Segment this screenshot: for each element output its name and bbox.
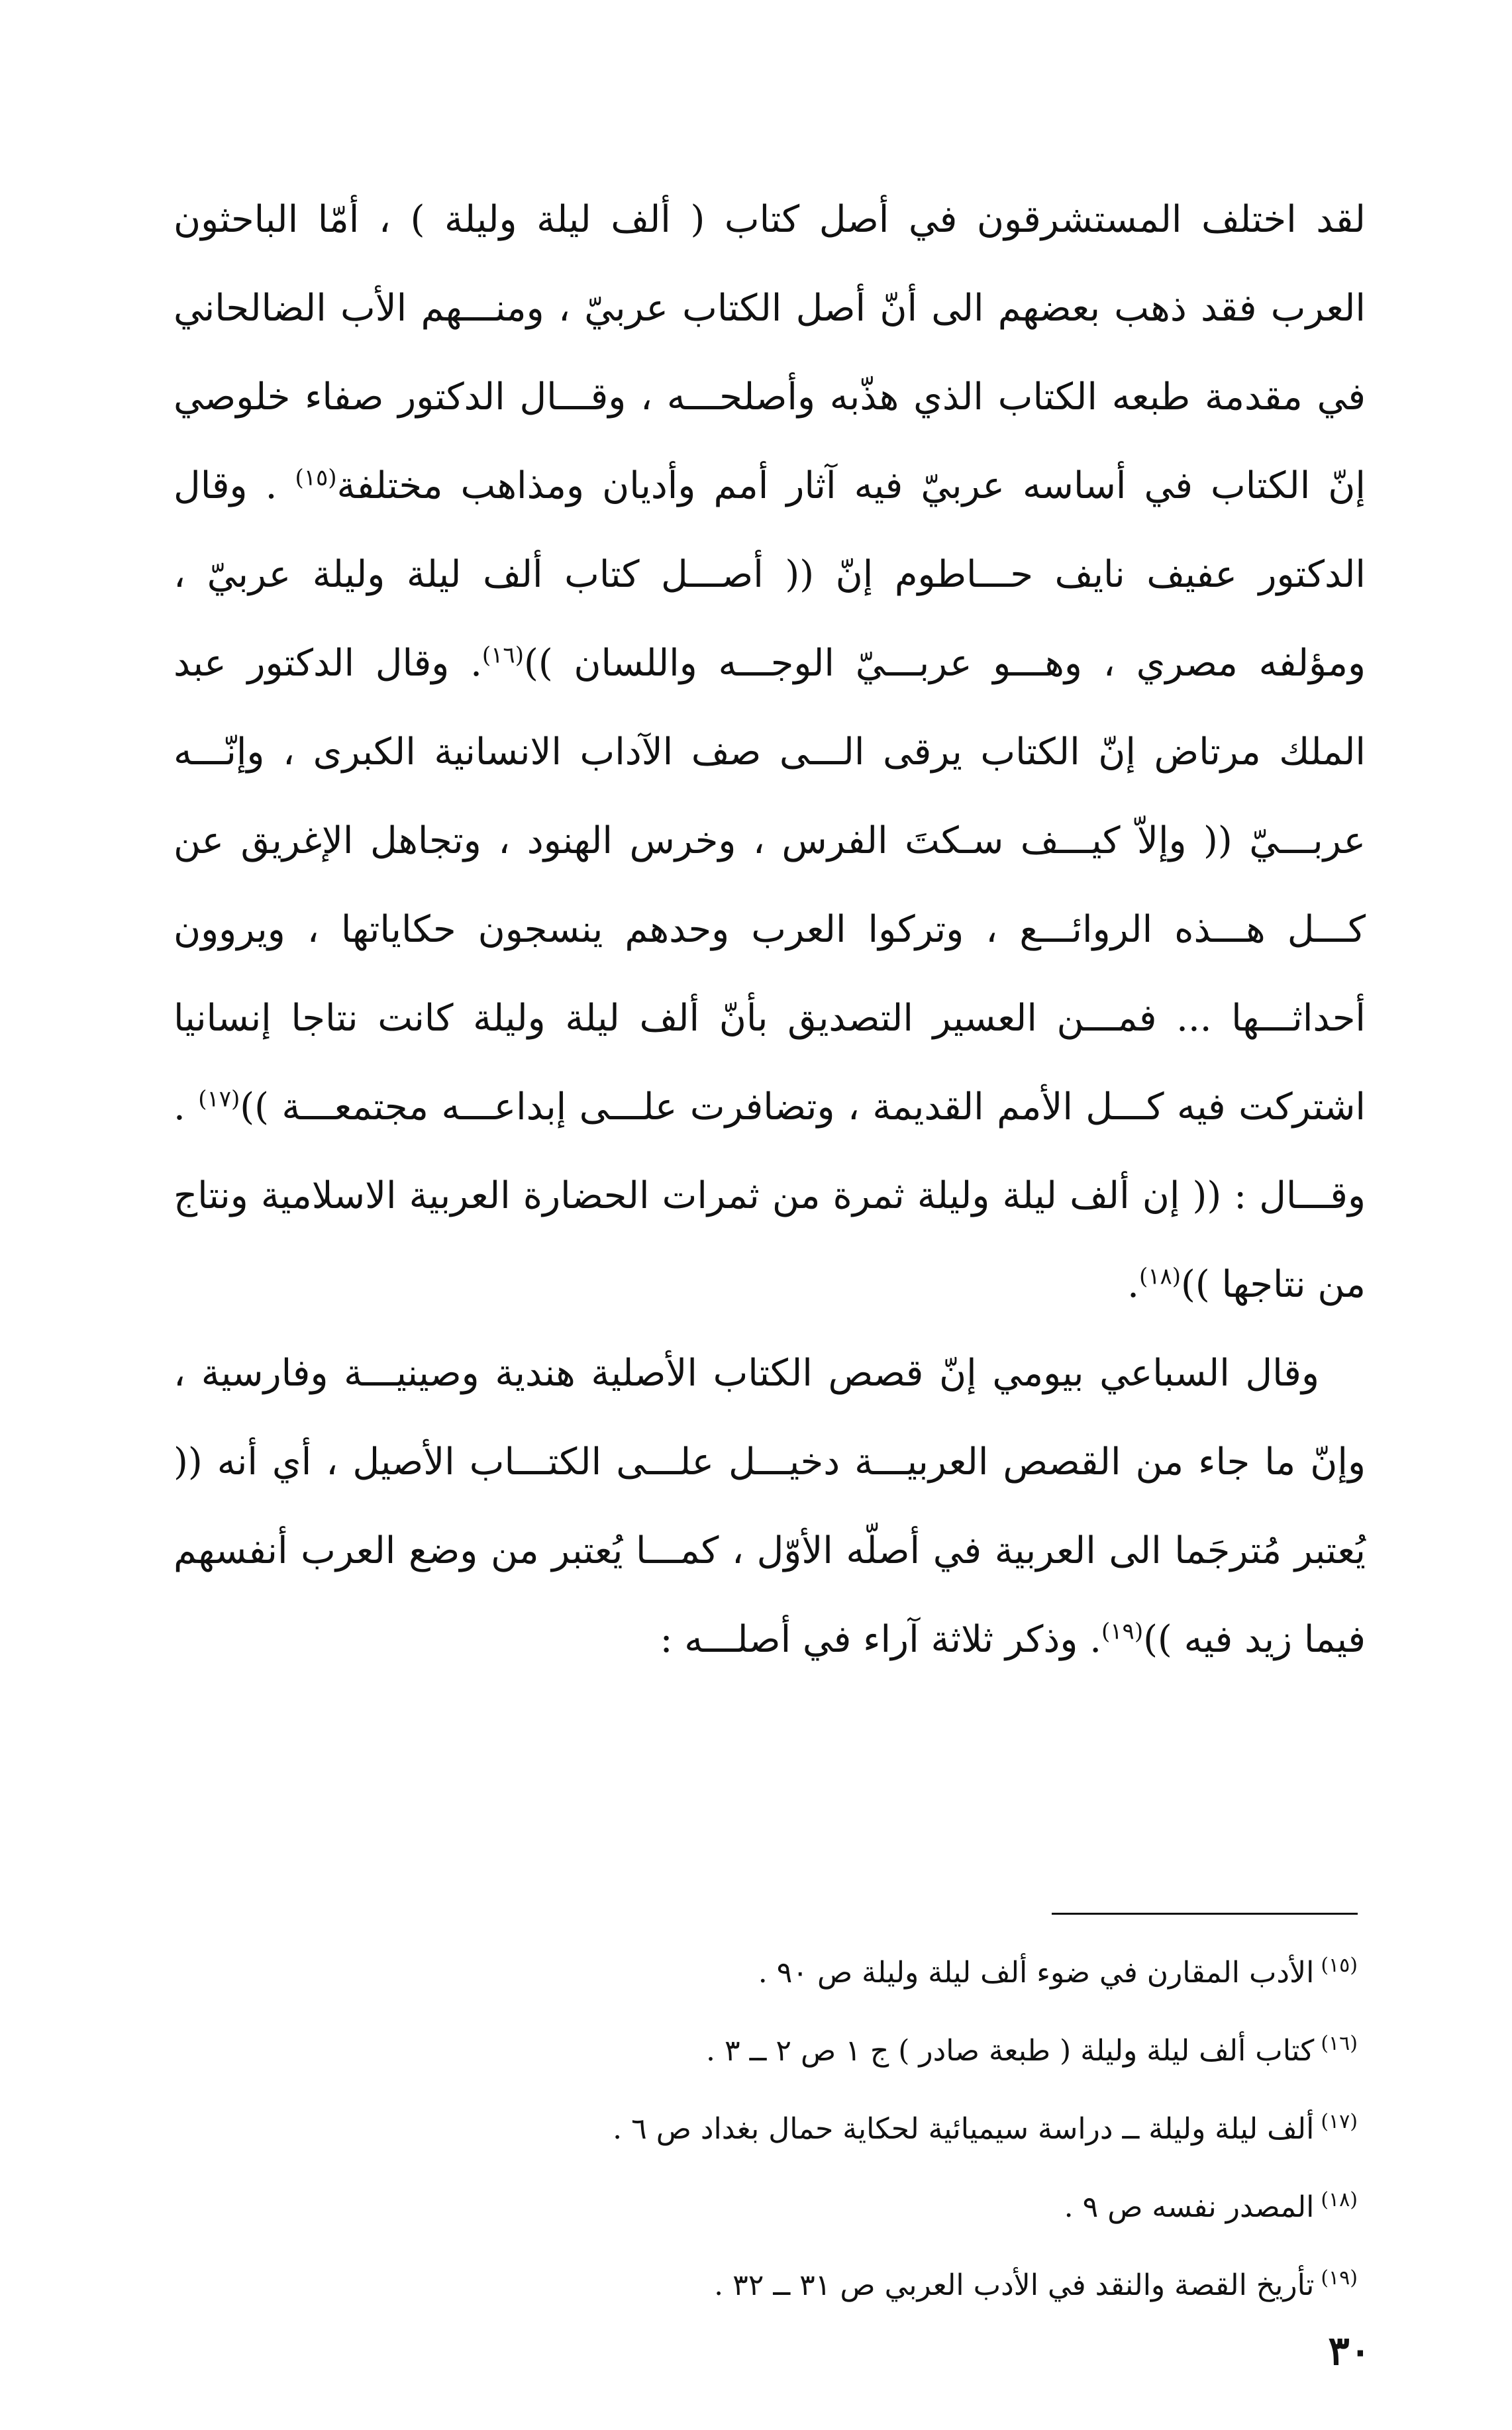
paragraph-1 (174, 176, 1366, 1329)
main-text (174, 176, 1366, 1684)
footnote-16 (265, 2012, 1358, 2090)
footnote-number: (١٨) (1321, 2188, 1358, 2212)
paragraph-2-part-1: وقال السباعي بيومي إنّ قصص الكتاب الأصلية هندية وصينيـــة وفارسية ، وإنّ ما جاء من القصص العربيـــة دخيـــل علـــى الكتـــاب الأصيل ، أي أنه (( يُعتبر مُترجَما الى العربية في أصلّه الأوّل ، كمـــا يُعتبر من وضع العرب أنفسهم فيما زيد فيه )) (174, 1352, 1366, 1661)
footnote-ref-19: (١٩) (1101, 1618, 1144, 1645)
footnote-18 (265, 2168, 1358, 2247)
paragraph-1-part-3: . وقال الدكتور عبد الملك مرتاض إنّ الكتاب يرقى الـــى صف الآداب الانسانية الكبرى ، وإنّـــه عربـــيّ (( وإلاّ كيـــف سـكتَ الفرس ، وخرس الهنود ، وتجاهل الإغريق عن كـــل هـــذه الروائـــع ، وتركوا العرب وحدهم ينسجون حكاياتها ، ويروون أحداثـــها ... فمـــن العسير التصديق بأنّ ألف ليلة وليلة كانت نتاجا إنسانيا اشتركت فيه كـــل الأمم القديمة ، وتضافرت علـــى إبداعـــه مجتمعـــة )) (174, 642, 1366, 1129)
footnote-number: (١٧) (1321, 2110, 1358, 2134)
footnote-17 (265, 2090, 1358, 2168)
footnote-text: كتاب ألف ليلة وليلة ( طبعة صادر ) ج ١ ص ٢ ــ ٣ . (705, 2034, 1315, 2068)
paragraph-1-part-4: . وقـــال : (( إن ألف ليلة وليلة ثمرة من ثمرات الحضارة العربية الاسلامية ونتاج من نتاجها )) (174, 1086, 1366, 1306)
footnote-number: (١٥) (1321, 1954, 1358, 1978)
footnote-ref-18: (١٨) (1138, 1263, 1182, 1290)
footnote-number: (١٦) (1321, 2032, 1358, 2056)
paragraph-2 (174, 1329, 1366, 1684)
footnote-ref-15: (١٥) (295, 464, 337, 491)
footnote-ref-17: (١٧) (198, 1086, 240, 1113)
paragraph-1-part-5: . (1127, 1263, 1139, 1306)
footnote-19 (265, 2247, 1358, 2325)
footnote-text: المصدر نفسه ص ٩ . (1064, 2190, 1315, 2224)
footnote-separator (1052, 1913, 1358, 1915)
footnote-text: ألف ليلة وليلة ــ دراسة سيميائية لحكاية حمال بغداد ص ٦ . (613, 2112, 1315, 2146)
page-number: ٣٠ (1328, 2328, 1371, 2374)
footnotes (265, 1934, 1358, 2325)
footnote-ref-16: (١٦) (481, 642, 524, 669)
paragraph-1-part-1: لقد اختلف المستشرقون في أصل كتاب ( ألف ليلة وليلة ) ، أمّا الباحثون العرب فقد ذهب بعضهم الى أنّ أصل الكتاب عربيّ ، ومنـــهم الأب الضالحاني في مقدمة طبعه الكتاب الذي هذّبه وأصلحـــه ، وقـــال الدكتور صفاء خلوصي إنّ الكتاب في أساسه عربيّ فيه آثار أمم وأديان ومذاهب مختلفة (174, 198, 1366, 507)
paragraph-1-part-2: . وقال الدكتور عفيف نايف حـــاطوم إنّ (( أصـــل كتاب ألف ليلة وليلة عربيّ ، ومؤلفه مصري ، وهـــو عربـــيّ الوجـــه واللسان )) (174, 464, 1366, 685)
footnote-text: تأريخ القصة والنقد في الأدب العربي ص ٣١ ــ ٣٢ . (714, 2268, 1315, 2302)
footnote-15 (265, 1934, 1358, 2012)
footnote-text: الأدب المقارن في ضوء ألف ليلة وليلة ص ٩٠ . (758, 1956, 1315, 1990)
footnote-number: (١٩) (1321, 2266, 1358, 2290)
paragraph-2-part-2: . وذكر ثلاثة آراء في أصلـــه : (660, 1618, 1102, 1661)
